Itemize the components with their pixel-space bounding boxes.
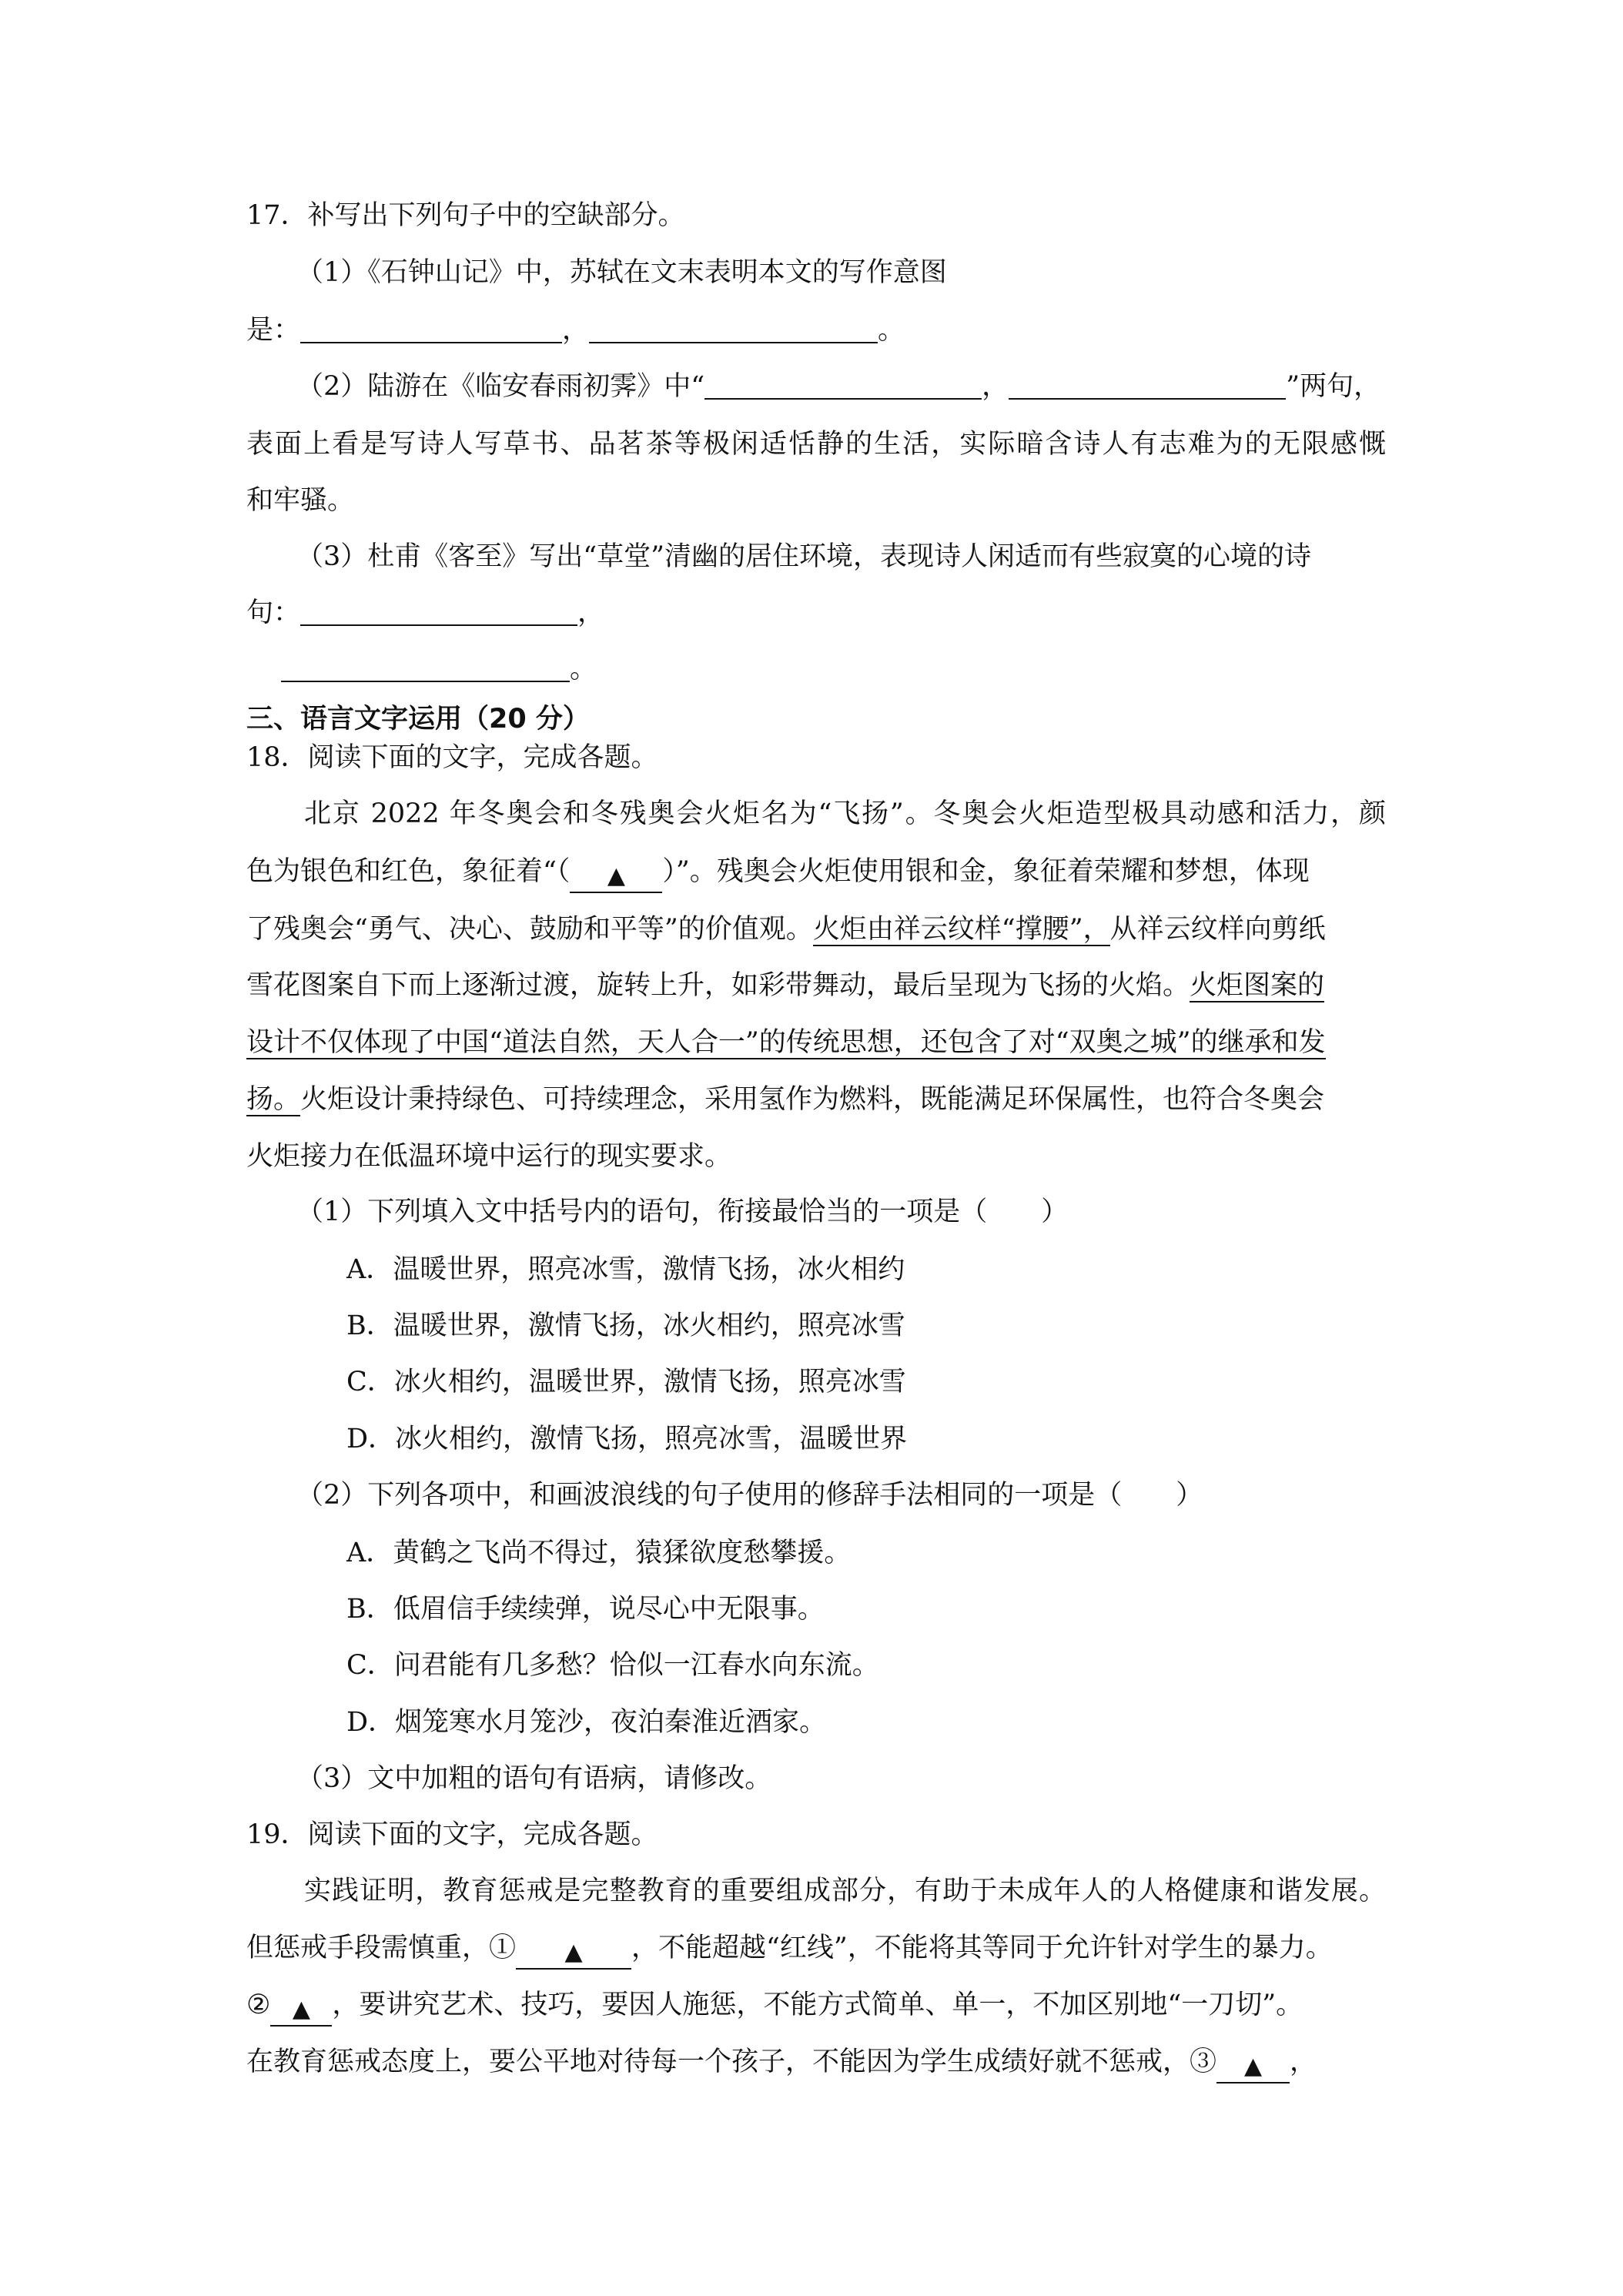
bold-sentence-part-2: 设计不仅体现了中国“道法自然，天人合一”的传统思想，还包含了对“双奥之城”的继承和发 [246, 1027, 1326, 1058]
q17-p1-prefix: 是： [246, 315, 301, 346]
comma: ， [577, 597, 605, 628]
q17-p3-line3 [281, 651, 1421, 688]
q17-p3-line2 [246, 594, 1386, 631]
q18-title: 18．阅读下面的文字，完成各题。 [246, 742, 658, 773]
bold-sentence-part-1: 火炬图案的 [1190, 970, 1325, 1001]
q18-sub1-option-d[interactable]: D．冰火相约，激情飞扬，照亮冰雪，温暖世界 [346, 1424, 908, 1454]
triangle-marker: ▲ [292, 1996, 310, 2023]
q17-p3-blank-2[interactable] [281, 653, 570, 682]
q19-line1: 实践证明，教育惩戒是完整教育的重要组成部分，有助于未成年人的人格健康和谐发展。 [304, 1876, 1386, 1906]
q19-line3-a: ② [246, 1990, 271, 2020]
comma: ， [982, 371, 1009, 402]
q17-p2-blank-1[interactable] [704, 370, 982, 400]
q17-p2-line1 [296, 368, 1436, 405]
q18-sub2-option-b[interactable]: B．低眉信手续续弹，说尽心中无限事。 [346, 1594, 825, 1625]
bold-sentence-part-3: 扬。 [246, 1084, 301, 1115]
triangle-marker: ▲ [1243, 2053, 1263, 2080]
q18-sub1-option-c[interactable]: C．冰火相约，温暖世界，激情飞扬，照亮冰雪 [346, 1367, 906, 1397]
q17-p3-prefix: 句： [246, 597, 301, 628]
q18-para-line2-b: ）”。残奥会火炬使用银和金，象征着荣耀和梦想，体现 [662, 856, 1310, 887]
q19-blank-3[interactable] [1216, 2051, 1290, 2083]
q17-p3-blank-1[interactable] [300, 597, 577, 626]
period: 。 [570, 654, 597, 684]
q18-sub1-stem: （1）下列填入文中括号内的语句，衔接最恰当的一项是（ ） [296, 1197, 1069, 1227]
q18-answer-blank[interactable] [570, 861, 662, 893]
triangle-marker: ▲ [607, 862, 625, 889]
comma: ， [562, 315, 590, 346]
q17-p2-suffix: ”两句， [1286, 371, 1381, 402]
q17-title: 17．补写出下列句子中的空缺部分。 [246, 200, 685, 231]
q19-line2 [246, 1930, 1386, 1966]
q18-para-line6-b: 火炬设计秉持绿色、可持续理念，采用氢作为燃料，既能满足环保属性，也符合冬奥会 [300, 1084, 1325, 1115]
q17-p2-line2: 表面上看是写诗人写草书、品茗茶等极闲适恬静的生活，实际暗含诗人有志难为的无限感慨 [246, 429, 1386, 460]
q18-sub2-stem: （2）下列各项中，和画波浪线的句子使用的修辞手法相同的一项是（ ） [296, 1480, 1203, 1511]
q18-para-line4 [246, 967, 1386, 1004]
q19-line4 [246, 2043, 1386, 2080]
q18-sub3-stem: （3）文中加粗的语句有语病，请修改。 [296, 1763, 772, 1794]
q18-para-line3-c: 从祥云纹样向剪纸 [1109, 914, 1326, 945]
q17-p1-blank-1[interactable] [300, 314, 562, 343]
triangle-marker: ▲ [564, 1939, 583, 1966]
q18-para-line3-a: 了残奥会“勇气、决心、鼓励和平等”的价值观。 [246, 914, 813, 945]
period: 。 [878, 315, 905, 346]
q18-para-line2-a: 色为银色和红色，象征着“（ [246, 856, 571, 887]
section3-heading: 三、语言文字运用（20 分） [246, 704, 590, 735]
q18-para-line4-a: 雪花图案自下而上逐渐过渡，旋转上升，如彩带舞动，最后呈现为飞扬的火焰。 [246, 970, 1190, 1001]
q18-sub1-option-a[interactable]: A．温暖世界，照亮冰雪，激情飞扬，冰火相约 [346, 1254, 905, 1285]
q19-line2-b: ，不能超越“红线”，不能将其等同于允许针对学生的暴力。 [631, 1933, 1333, 1963]
q17-p1-line1: （1）《石钟山记》中，苏轼在文末表明本文的写作意图 [296, 257, 947, 288]
q18-para-line2 [246, 853, 1386, 890]
q19-line4-b: ， [1290, 2047, 1317, 2077]
q17-p2-prefix: （2）陆游在《临安春雨初霁》中“ [296, 371, 705, 402]
q19-title: 19．阅读下面的文字，完成各题。 [246, 1819, 658, 1850]
q19-line4-a: 在教育惩戒态度上，要公平地对待每一个孩子，不能因为学生成绩好就不惩戒，③ [246, 2047, 1217, 2077]
q17-p1-line2 [246, 312, 1386, 349]
q19-line3 [246, 1986, 1386, 2023]
q18-para-line6 [246, 1081, 1386, 1118]
q18-para-line5 [246, 1024, 1386, 1061]
q18-para-line7: 火炬接力在低温环境中运行的现实要求。 [246, 1141, 732, 1172]
q18-sub2-option-a[interactable]: A．黄鹤之飞尚不得过，猿猱欲度愁攀援。 [346, 1538, 852, 1568]
q17-p2-blank-2[interactable] [1009, 370, 1286, 400]
q18-sub2-option-d[interactable]: D．烟笼寒水月笼沙，夜泊秦淮近酒家。 [346, 1707, 827, 1738]
q18-sub1-option-b[interactable]: B．温暖世界，激情飞扬，冰火相约，照亮冰雪 [346, 1310, 905, 1341]
q19-blank-2[interactable] [270, 1994, 332, 2027]
wavy-underlined-sentence: 火炬由祥云纹样“撑腰”， [812, 914, 1110, 945]
q18-sub2-option-c[interactable]: C．问君能有几多愁？恰似一江春水向东流。 [346, 1650, 879, 1681]
q19-line2-a: 但惩戒手段需慎重，① [246, 1933, 517, 1963]
q17-p1-blank-2[interactable] [589, 314, 878, 343]
q17-p2-line3: 和牢骚。 [246, 485, 355, 516]
q18-para-line1: 北京 2022 年冬奥会和冬残奥会火炬名为“飞扬”。冬奥会火炬造型极具动感和活力，颜 [304, 798, 1386, 829]
q19-blank-1[interactable] [516, 1937, 631, 1970]
q18-para-line3 [246, 911, 1386, 948]
q17-p3-line1: （3）杜甫《客至》写出“草堂”清幽的居住环境，表现诗人闲适而有些寂寞的心境的诗 [296, 541, 1312, 572]
q19-line3-b: ，要讲究艺术、技巧，要因人施惩，不能方式简单、单一，不加区别地“一刀切”。 [332, 1990, 1303, 2020]
